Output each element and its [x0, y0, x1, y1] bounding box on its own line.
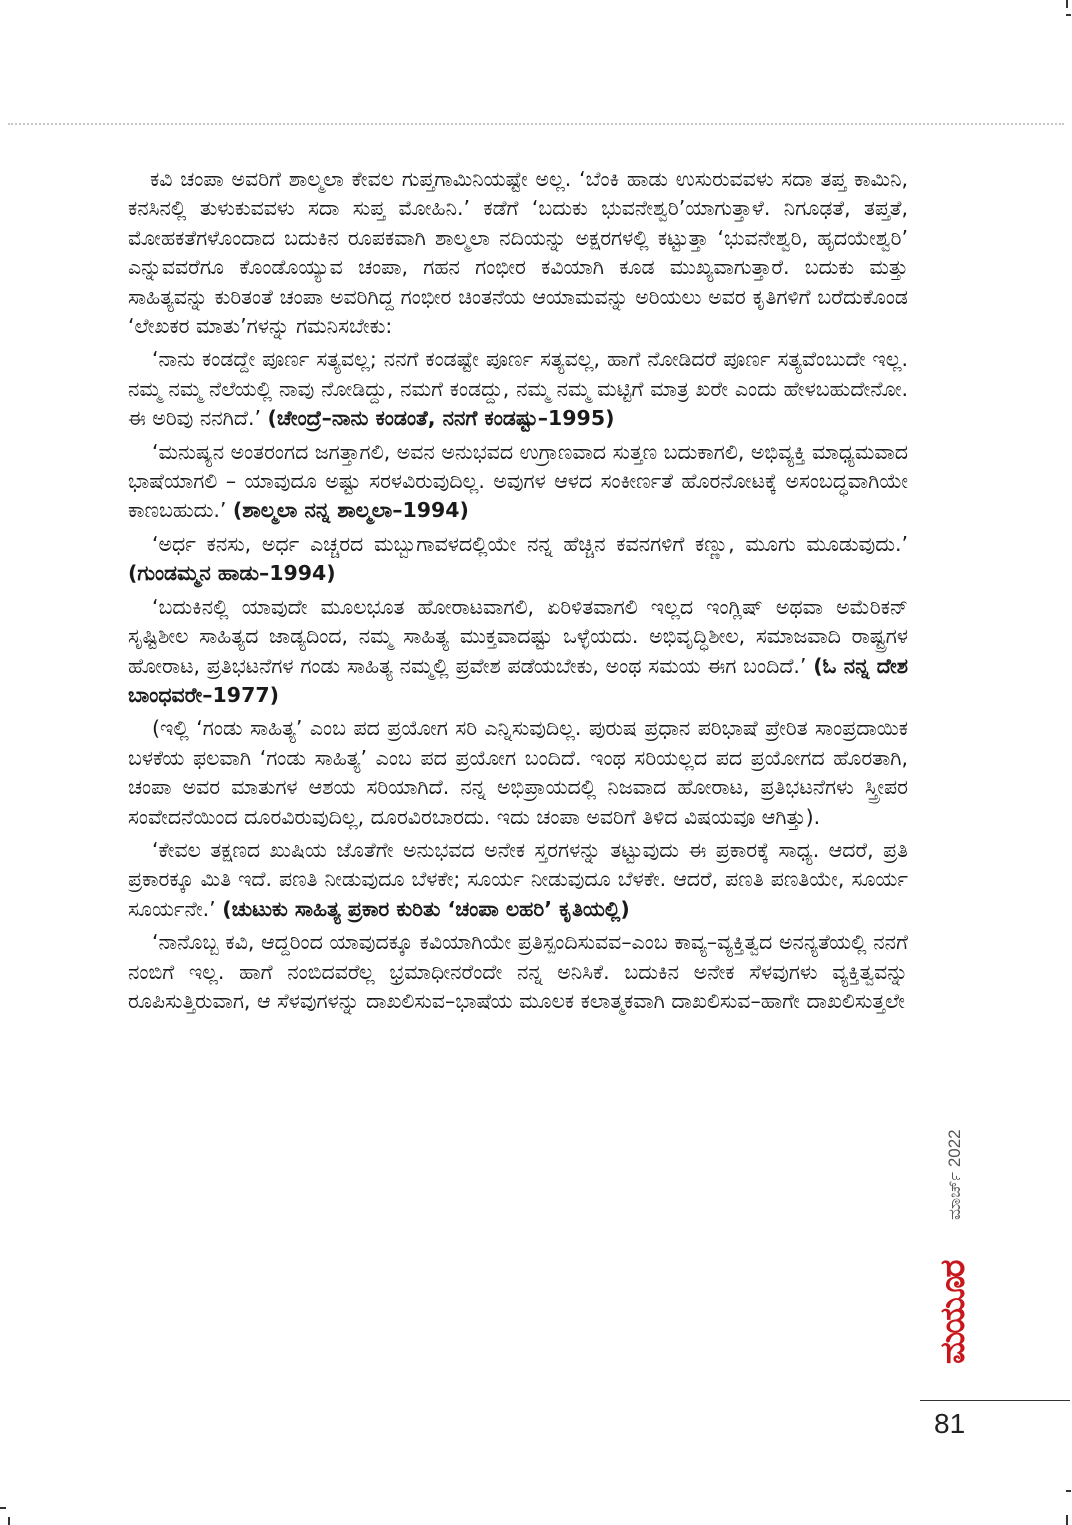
crop-mark: [0, 1507, 6, 1509]
quote-paragraph: ‘ಕೇವಲ ತಕ್ಷಣದ ಖುಷಿಯ ಜೊತೆಗೇ ಅನುಭವದ ಅನೇಕ ಸ್ತರಗಳನ್ನು ತಟ್ಟುವುದು ಈ ಪ್ರಕಾರಕ್ಕೆ ಸಾಧ್ಯ. ಆದರೆ, ಪ್ರತಿ ಪ್ರಕಾರಕ್ಕೂ ಮಿತಿ ಇದೆ. ಪಣತಿ ನೀಡುವುದೂ ಬೆಳಕೇ; ಸೂರ್ಯ ನೀಡುವುದೂ ಬೆಳಕೇ. ಆದರೆ, ಪಣತಿ ಪಣತಿಯೇ, ಸೂರ್ಯ ಸೂರ್ಯನೇ.’ (ಚುಟುಕು ಸಾಹಿತ್ಯ ಪ್ರಕಾರ ಕುರಿತು ‘ಚಂಪಾ ಲಹರಿ’ ಕೃತಿಯಲ್ಲಿ): [128, 837, 908, 921]
paragraph: (ಇಲ್ಲಿ ‘ಗಂಡು ಸಾಹಿತ್ಯ’ ಎಂಬ ಪದ ಪ್ರಯೋಗ ಸರಿ ಎನ್ನಿಸುವುದಿಲ್ಲ. ಪುರುಷ ಪ್ರಧಾನ ಪರಿಭಾಷೆ ಪ್ರೇರಿತ ಸಾಂಪ್ರದಾಯಿಕ ಬಳಕೆಯ ಫಲವಾಗಿ ‘ಗಂಡು ಸಾಹಿತ್ಯ’ ಎಂಬ ಪದ ಪ್ರಯೋಗ ಬಂದಿದೆ. ಇಂಥ ಸರಿಯಲ್ಲದ ಪದ ಪ್ರಯೋಗದ ಹೊರತಾಗಿ, ಚಂಪಾ ಅವರ ಮಾತುಗಳ ಆಶಯ ಸರಿಯಾಗಿದೆ. ನನ್ನ ಅಭಿಪ್ರಾಯದಲ್ಲಿ ನಿಜವಾದ ಹೋರಾಟ, ಪ್ರತಿಭಟನೆಗಳು ಸ್ತ್ರೀಪರ ಸಂವೇದನೆಯಿಂದ ದೂರವಿರುವುದಿಲ್ಲ, ದೂರವಿರಬಾರದು. ಇದು ಚಂಪಾ ಅವರಿಗೆ ತಿಳಿದ ವಿಷಯವೂ ಆಗಿತ್ತು).: [128, 716, 908, 829]
crop-mark: [1066, 1515, 1068, 1525]
citation: (ಓ ನನ್ನ ದೇಶ ಬಾಂಧವರೇ–1977): [128, 653, 908, 707]
magazine-logo: ಮಯೂರ: [933, 1261, 973, 1365]
citation: (ಚೇಂದ್ರೆ–ನಾನು ಕಂಡಂತೆ, ನನಗೆ ಕಂಡಷ್ಟು–1995): [267, 406, 615, 431]
quote-paragraph: ‘ನಾನೊಬ್ಬ ಕವಿ, ಆದ್ದರಿಂದ ಯಾವುದಕ್ಕೂ ಕವಿಯಾಗಿಯೇ ಪ್ರತಿಸ್ಪಂದಿಸುವವ–ಎಂಬ ಕಾವ್ಯ–ವ್ಯಕ್ತಿತ್ವದ ಅನನ್ಯತೆಯಲ್ಲಿ ನನಗೆ ನಂಬಿಗೆ ಇಲ್ಲ. ಹಾಗೆ ನಂಬಿದವರೆಲ್ಲ ಭ್ರಮಾಧೀನರೆಂದೇ ನನ್ನ ಅನಿಸಿಕೆ. ಬದುಕಿನ ಅನೇಕ ಸೆಳವುಗಳು ವ್ಯಕ್ತಿತ್ವವನ್ನು ರೂಪಿಸುತ್ತಿರುವಾಗ, ಆ ಸೆಳವುಗಳನ್ನು ದಾಖಲಿಸುವ–ಭಾಷೆಯ ಮೂಲಕ ಕಲಾತ್ಮಕವಾಗಿ ದಾಖಲಿಸುವ–ಹಾಗೇ ದಾಖಲಿಸುತ್ತಲೇ: [128, 930, 908, 1013]
paragraph: ಕವಿ ಚಂಪಾ ಅವರಿಗೆ ಶಾಲ್ಮಲಾ ಕೇವಲ ಗುಪ್ತಗಾಮಿನಿಯಷ್ಟೇ ಅಲ್ಲ. ‘ಬೆಂಕಿ ಹಾಡು ಉಸುರುವವಳು ಸದಾ ತಪ್ತ ಕಾಮಿನಿ, ಕನಸಿನಲ್ಲಿ ತುಳುಕುವವಳು ಸದಾ ಸುಪ್ತ ಮೋಹಿನಿ.’ ಕಡೆಗೆ ‘ಬದುಕು ಭುವನೇಶ್ವರಿ’ಯಾಗುತ್ತಾಳೆ. ನಿಗೂಢತೆ, ತಪ್ತತೆ, ಮೋಹಕತೆಗಳೊಂದಾದ ಬದುಕಿನ ರೂಪಕವಾಗಿ ಶಾಲ್ಮಲಾ ನದಿಯನ್ನು ಅಕ್ಷರಗಳಲ್ಲಿ ಕಟ್ಟುತ್ತಾ ‘ಭುವನೇಶ್ವರಿ, ಹೃದಯೇಶ್ವರಿ’ ಎನ್ನುವವರೆಗೂ ಕೊಂಡೊಯ್ಯುವ ಚಂಪಾ, ಗಹನ ಗಂಭೀರ ಕವಿಯಾಗಿ ಕೂಡ ಮುಖ್ಯವಾಗುತ್ತಾರೆ. ಬದುಕು ಮತ್ತು ಸಾಹಿತ್ಯವನ್ನು ಕುರಿತಂತೆ ಚಂಪಾ ಅವರಿಗಿದ್ದ ಗಂಭೀರ ಚಿಂತನೆಯ ಆಯಾಮವನ್ನು ಅರಿಯಲು ಅವರ ಕೃತಿಗಳಿಗೆ ಬರೆದುಕೊಂಡ ‘ಲೇಖಕರ ಮಾತು’ಗಳನ್ನು ಗಮನಿಸಬೇಕು:: [128, 167, 908, 339]
quote-paragraph: ‘ಮನುಷ್ಯನ ಅಂತರಂಗದ ಜಗತ್ತಾಗಲಿ, ಅವನ ಅನುಭವದ ಉಗ್ರಾಣವಾದ ಸುತ್ತಣ ಬದುಕಾಗಲಿ, ಅಭಿವ್ಯಕ್ತಿ ಮಾಧ್ಯಮವಾದ ಭಾಷೆಯಾಗಲಿ – ಯಾವುದೂ ಅಷ್ಟು ಸರಳವಿರುವುದಿಲ್ಲ. ಅವುಗಳ ಆಳದ ಸಂಕೀರ್ಣತೆ ಹೊರನೋಟಕ್ಕೆ ಅಸಂಬದ್ಧವಾಗಿಯೇ ಕಾಣಬಹುದು.’ (ಶಾಲ್ಮಲಾ ನನ್ನ ಶಾಲ್ಮಲಾ–1994): [128, 439, 908, 523]
crop-mark: [8, 1517, 10, 1525]
article-body: [128, 165, 908, 1020]
quote-paragraph: ‘ಬದುಕಿನಲ್ಲಿ ಯಾವುದೇ ಮೂಲಭೂತ ಹೋರಾಟವಾಗಲಿ, ಏರಿಳಿತವಾಗಲಿ ಇಲ್ಲದ ಇಂಗ್ಲಿಷ್ ಅಥವಾ ಅಮೆರಿಕನ್ ಸೃಷ್ಟಿಶೀಲ ಸಾಹಿತ್ಯದ ಜಾಡ್ಯದಿಂದ, ನಮ್ಮ ಸಾಹಿತ್ಯ ಮುಕ್ತವಾದಷ್ಟು ಒಳ್ಳೆಯದು. ಅಭಿವೃದ್ಧಿಶೀಲ, ಸಮಾಜವಾದಿ ರಾಷ್ಟ್ರಗಳ ಹೋರಾಟ, ಪ್ರತಿಭಟನೆಗಳ ಗಂಡು ಸಾಹಿತ್ಯ ನಮ್ಮಲ್ಲಿ ಪ್ರವೇಶ ಪಡೆಯಬೇಕು, ಅಂಥ ಸಮಯ ಈಗ ಬಂದಿದೆ.’ (ಓ ನನ್ನ ದೇಶ ಬಾಂಧವರೇ–1977): [128, 594, 908, 707]
citation: (ಚುಟುಕು ಸಾಹಿತ್ಯ ಪ್ರಕಾರ ಕುರಿತು ‘ಚಂಪಾ ಲಹರಿ’ ಕೃತಿಯಲ್ಲಿ): [222, 896, 630, 921]
citation: (ಶಾಲ್ಮಲಾ ನನ್ನ ಶಾಲ್ಮಲಾ–1994): [232, 498, 469, 523]
citation: (ಗುಂಡಮ್ಮನ ಹಾಡು–1994): [128, 561, 336, 586]
header-dotted-rule: [8, 123, 1064, 125]
quote-paragraph: ‘ಅರ್ಧ ಕನಸು, ಅರ್ಧ ಎಚ್ಚರದ ಮಬ್ಬುಗಾವಳದಲ್ಲಿಯೇ ನನ್ನ ಹೆಚ್ಚಿನ ಕವನಗಳಿಗೆ ಕಣ್ಣು, ಮೂಗು ಮೂಡುವುದು.’ (ಗುಂಡಮ್ಮನ ಹಾಡು–1994): [128, 531, 908, 586]
issue-date: ಮಾರ್ಚ್ 2022: [945, 1129, 964, 1220]
page-number: 81: [934, 1408, 966, 1439]
crop-mark: [1066, 1490, 1071, 1492]
crop-mark: [1066, 0, 1068, 8]
quote-paragraph: ‘ನಾನು ಕಂಡದ್ದೇ ಪೂರ್ಣ ಸತ್ಯವಲ್ಲ; ನನಗೆ ಕಂಡಷ್ಟೇ ಪೂರ್ಣ ಸತ್ಯವಲ್ಲ, ಹಾಗೆ ನೋಡಿದರೆ ಪೂರ್ಣ ಸತ್ಯವೆಂಬುದೇ ಇಲ್ಲ. ನಮ್ಮ ನಮ್ಮ ನೆಲೆಯಲ್ಲಿ ನಾವು ನೋಡಿದ್ದು, ನಮಗೆ ಕಂಡದ್ದು, ನಮ್ಮ ನಮ್ಮ ಮಟ್ಟಿಗೆ ಮಾತ್ರ ಖರೇ ಎಂದು ಹೇಳಬಹುದೇನೋ. ಈ ಅರಿವು ನನಗಿದೆ.’ (ಚೇಂದ್ರೆ–ನಾನು ಕಂಡಂತೆ, ನನಗೆ ಕಂಡಷ್ಟು–1995): [128, 347, 908, 431]
crop-mark: [1066, 14, 1071, 16]
folio-rule: [920, 1400, 1070, 1401]
